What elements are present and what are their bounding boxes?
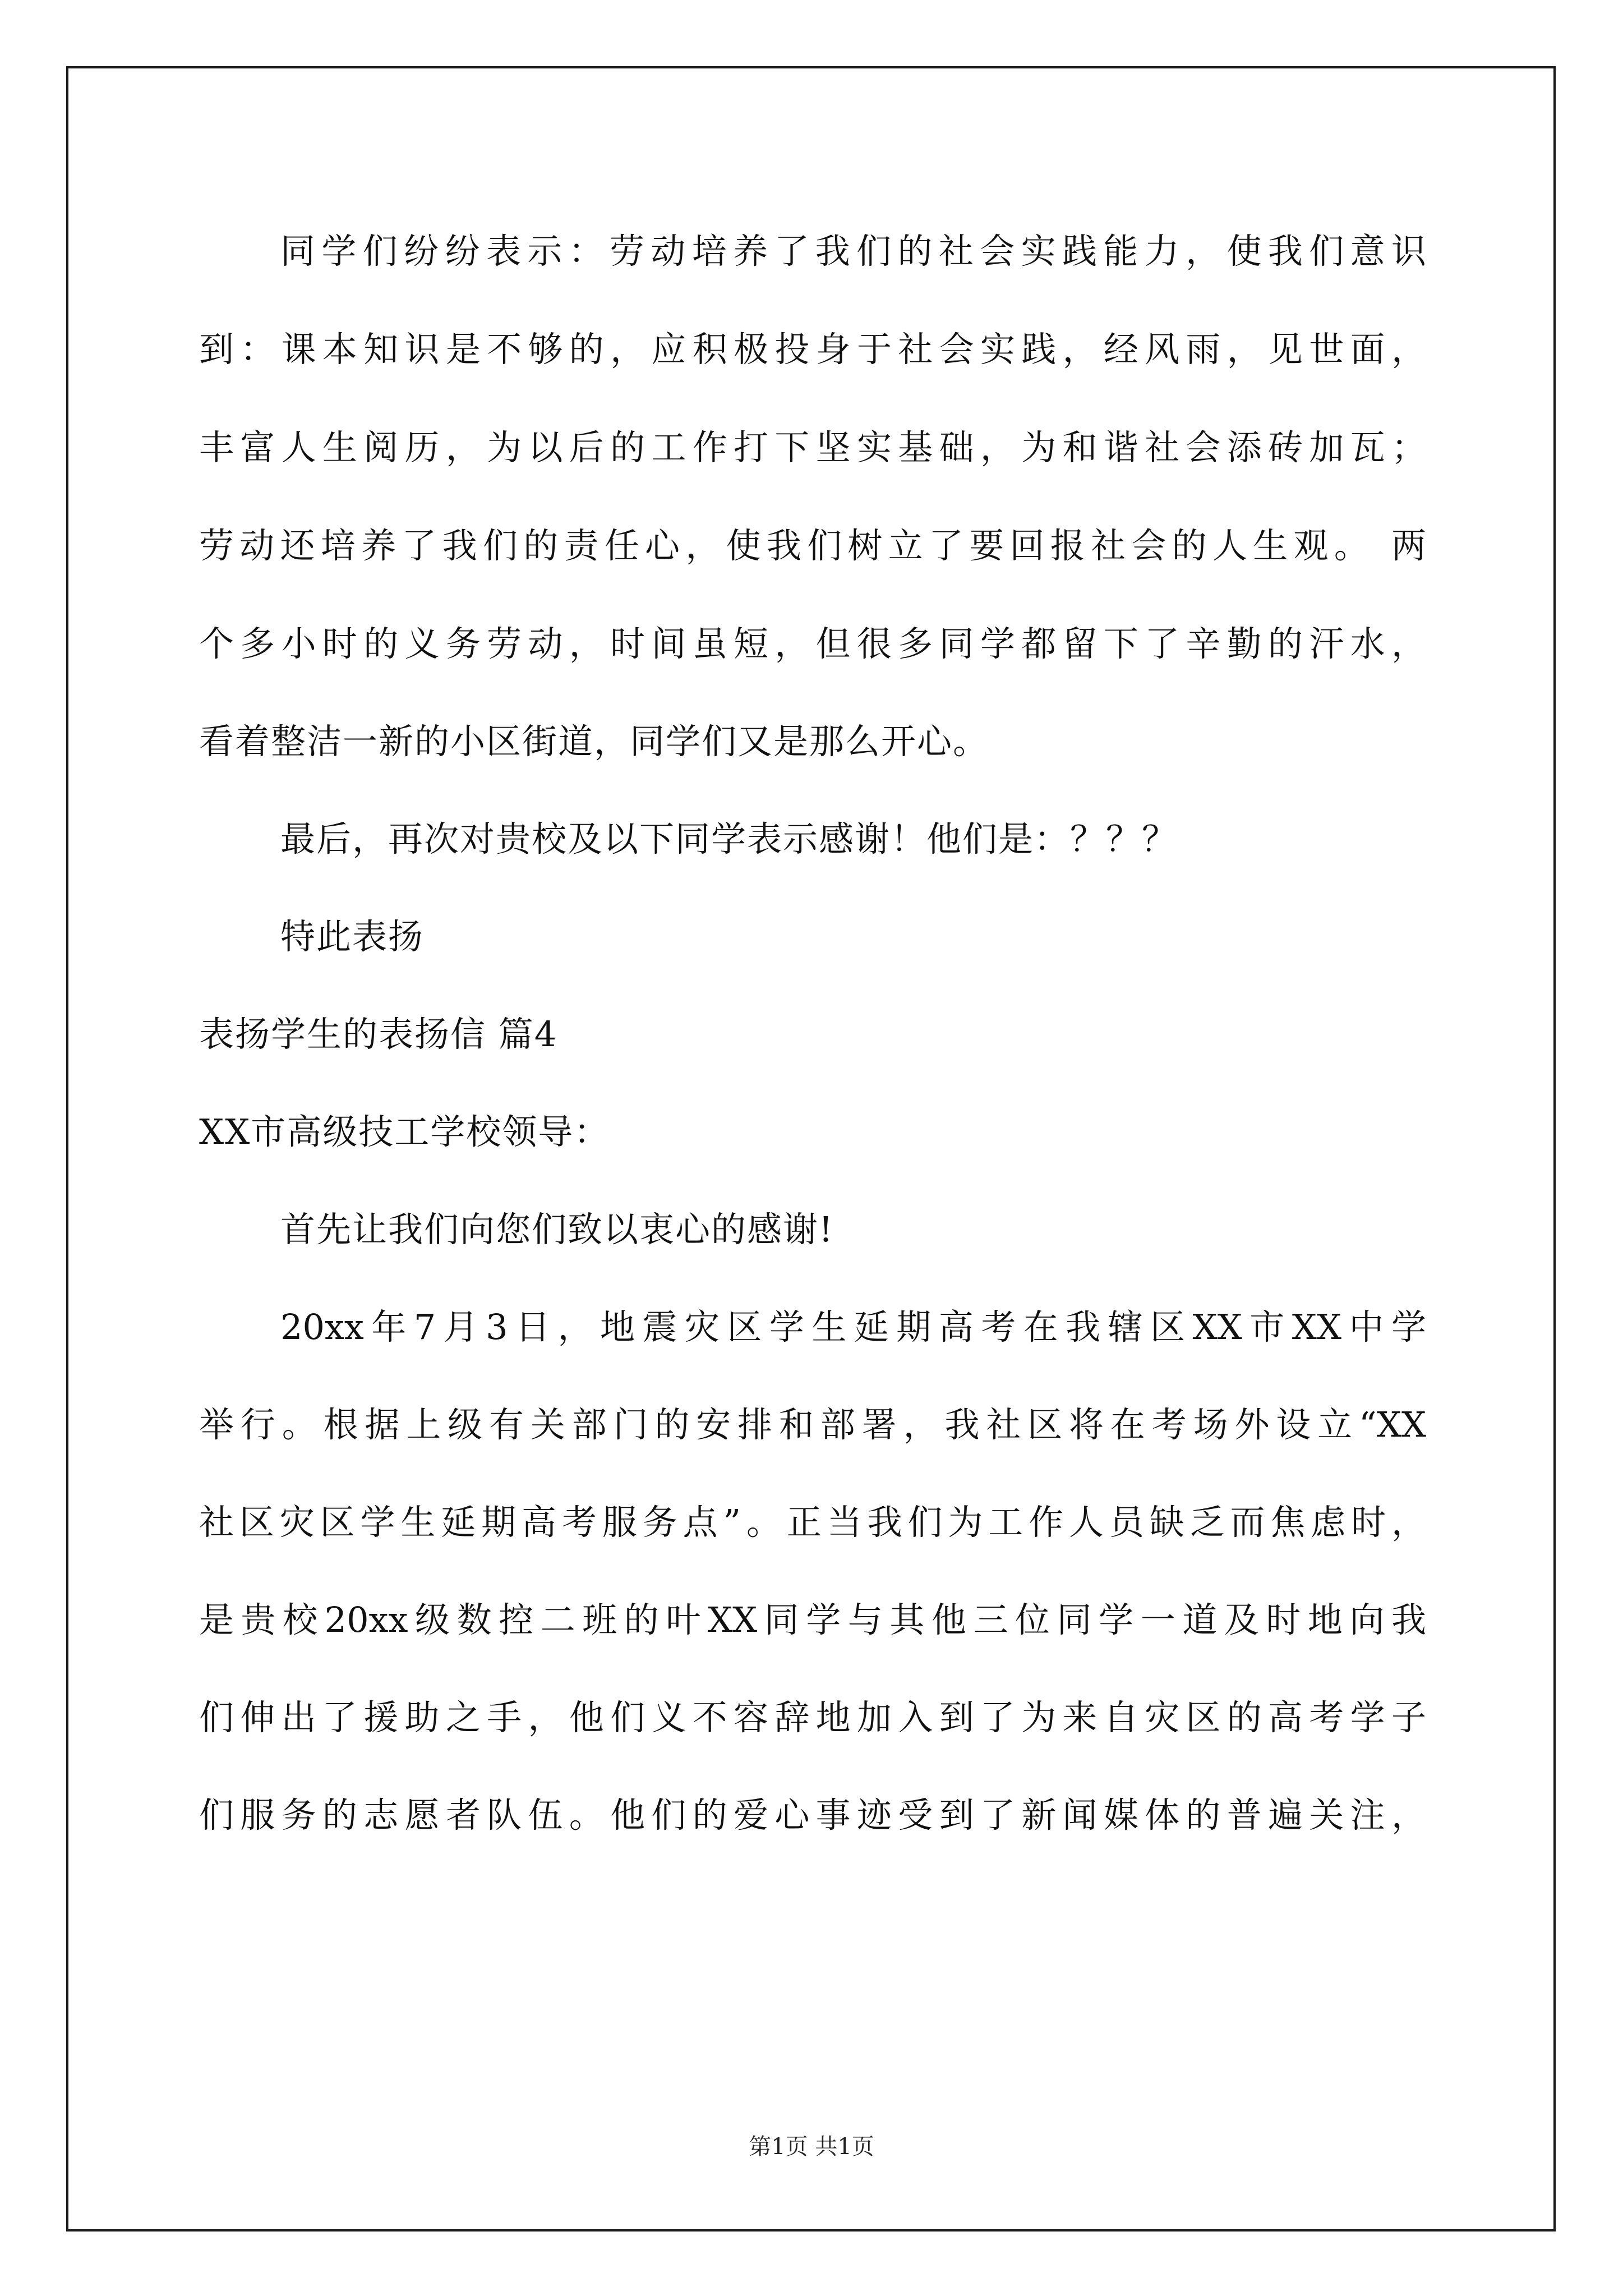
paragraph-line: 首先让我们向您们致以衷心的感谢! bbox=[280, 1209, 834, 1250]
salutation: XX市高级技工学校领导： bbox=[199, 1111, 610, 1152]
paragraph-line: 到：课本知识是不够的，应积极投身于社会实践，经风雨，见世面， bbox=[199, 329, 1426, 370]
paragraph-line: 社区灾区学生延期高考服务点”。正当我们为工作人员缺乏而焦虑时， bbox=[199, 1502, 1426, 1543]
paragraph-line: 丰富人生阅历，为以后的工作打下坚实基础，为和谐社会添砖加瓦； bbox=[199, 427, 1426, 468]
paragraph-line: 最后，再次对贵校及以下同学表示感谢！他们是：？？？ bbox=[280, 818, 1178, 859]
page-number-footer: 第1页 共1页 bbox=[749, 2134, 874, 2160]
paragraph-line: 举行。根据上级有关部门的安排和部署，我社区将在考场外设立“XX bbox=[199, 1404, 1426, 1445]
paragraph-line: 劳动还培养了我们的责任心，使我们树立了要回报社会的人生观。 两 bbox=[199, 525, 1426, 566]
paragraph-line: 20xx年7月3日，地震灾区学生延期高考在我辖区XX市XX中学 bbox=[280, 1306, 1426, 1347]
closing-line: 特此表扬 bbox=[280, 916, 425, 957]
paragraph-line: 个多小时的义务劳动，时间虽短，但很多同学都留下了辛勤的汗水， bbox=[199, 623, 1426, 664]
section-heading: 表扬学生的表扬信 篇4 bbox=[199, 1014, 558, 1055]
paragraph-line: 们伸出了援助之手，他们义不容辞地加入到了为来自灾区的高考学子 bbox=[199, 1697, 1426, 1738]
paragraph-line: 是贵校20xx级数控二班的叶XX同学与其他三位同学一道及时地向我 bbox=[199, 1599, 1426, 1640]
paragraph-line: 们服务的志愿者队伍。他们的爱心事迹受到了新闻媒体的普遍关注， bbox=[199, 1795, 1426, 1835]
paragraph-line: 同学们纷纷表示：劳动培养了我们的社会实践能力，使我们意识 bbox=[280, 231, 1426, 272]
paragraph-line: 看着整洁一新的小区街道，同学们又是那么开心。 bbox=[199, 721, 989, 762]
